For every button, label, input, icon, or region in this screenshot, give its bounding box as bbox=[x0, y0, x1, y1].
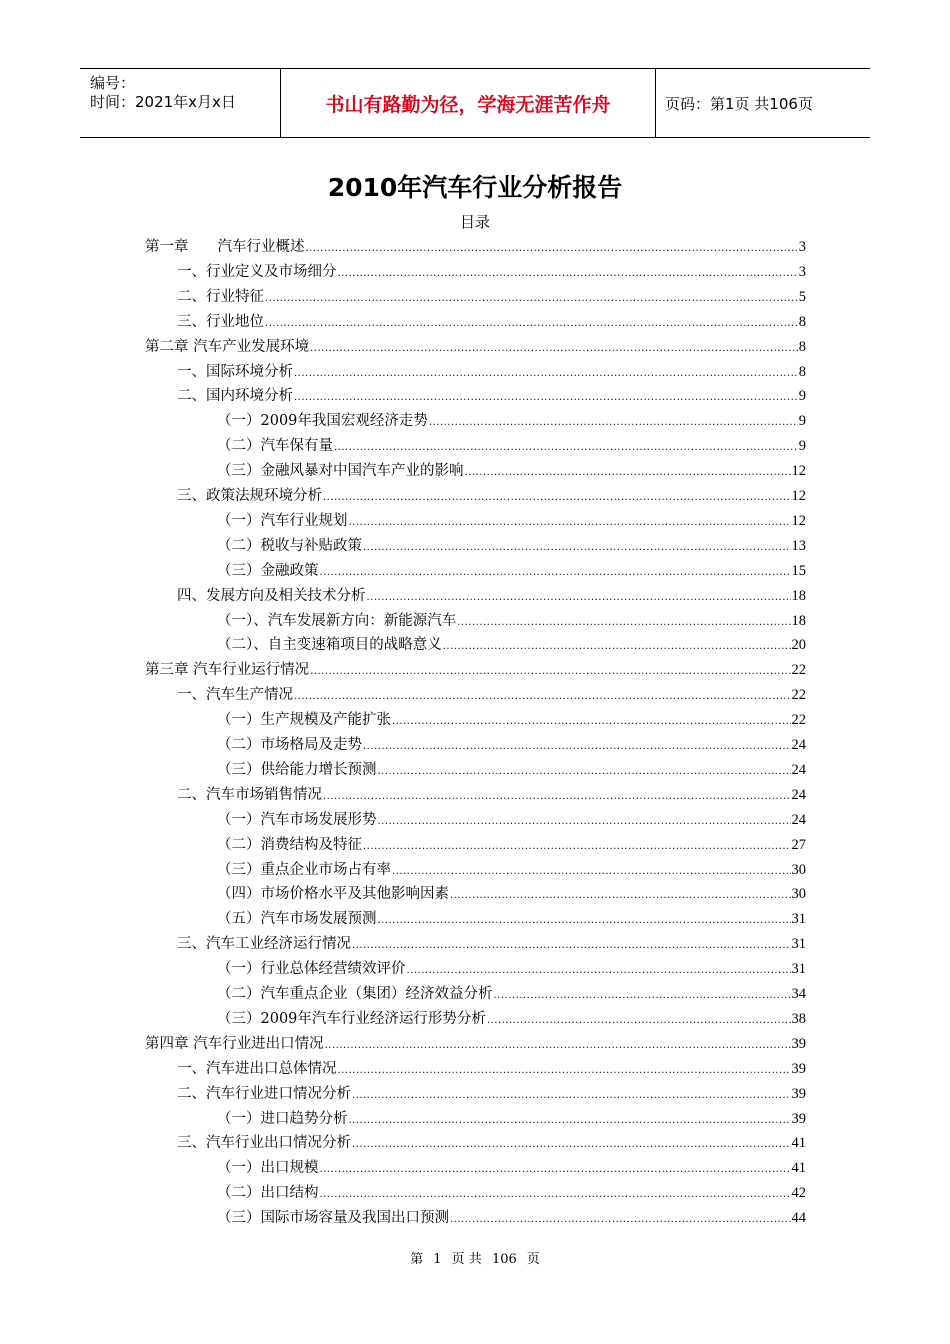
toc-dot-leader bbox=[349, 511, 791, 536]
toc-entry-label: （二）汽车重点企业（集团）经济效益分析 bbox=[217, 986, 493, 1002]
toc-entry-label: （一）、汽车发展新方向：新能源汽车 bbox=[217, 612, 457, 629]
toc-dot-leader bbox=[265, 312, 798, 337]
toc-dot-leader bbox=[450, 884, 791, 909]
toc-entry-page: 24 bbox=[791, 811, 806, 828]
toc-dot-leader bbox=[487, 1009, 791, 1034]
toc-entry[interactable] bbox=[217, 982, 806, 1007]
toc-entry-page: 41 bbox=[791, 1135, 806, 1152]
toc-entry-label: （一）出口规模 bbox=[217, 1160, 319, 1177]
toc-entry-page: 9 bbox=[798, 413, 806, 430]
toc-entry-label: 四、发展方向及相关技术分析 bbox=[177, 587, 366, 604]
toc-entry-label: （一）生产规模及产能扩张 bbox=[217, 712, 391, 729]
toc-dot-leader bbox=[465, 461, 791, 486]
toc-entry-label: 一、行业定义及市场细分 bbox=[177, 263, 337, 280]
toc-entry[interactable] bbox=[217, 758, 806, 783]
toc-entry-label: （五）汽车市场发展预测 bbox=[217, 911, 377, 928]
header-motto: 书山有路勤为径，学海无涯苦作舟 bbox=[280, 69, 656, 137]
toc-dot-leader bbox=[363, 536, 791, 561]
toc-dot-leader bbox=[338, 1059, 791, 1084]
toc-dot-leader bbox=[294, 685, 791, 710]
toc-entry-label: （三）重点企业市场占有率 bbox=[217, 861, 391, 878]
toc-entry-page: 24 bbox=[791, 786, 806, 803]
toc-dot-leader bbox=[338, 262, 798, 287]
toc-entry-page: 39 bbox=[791, 1110, 806, 1127]
toc-dot-leader bbox=[443, 635, 791, 660]
toc-entry[interactable] bbox=[217, 1007, 806, 1032]
toc-entry-page: 38 bbox=[791, 1010, 806, 1027]
toc-entry-page: 30 bbox=[791, 861, 806, 878]
toc-dot-leader bbox=[367, 586, 791, 611]
toc-entry[interactable] bbox=[217, 858, 806, 883]
toc-dot-leader bbox=[306, 237, 798, 262]
document-number-label: 编号： bbox=[90, 74, 136, 92]
toc-entry[interactable] bbox=[217, 1107, 806, 1132]
toc-entry[interactable] bbox=[177, 285, 806, 310]
toc-entry[interactable] bbox=[217, 609, 806, 634]
toc-entry-label: （三）国际市场容量及我国出口预测 bbox=[217, 1210, 449, 1227]
toc-dot-leader bbox=[392, 860, 791, 885]
footer-total-pages: 106 bbox=[491, 1252, 517, 1267]
toc-dot-leader bbox=[363, 735, 791, 760]
toc-entry-label: （一）汽车行业规划 bbox=[217, 512, 348, 529]
toc-entry[interactable] bbox=[177, 1131, 806, 1156]
toc-dot-leader bbox=[378, 760, 791, 785]
toc-entry[interactable] bbox=[217, 409, 806, 434]
toc-entry-label: 三、行业地位 bbox=[177, 313, 264, 330]
toc-entry[interactable] bbox=[177, 683, 806, 708]
toc-entry[interactable] bbox=[177, 1057, 806, 1082]
document-title: 2010年汽车行业分析报告 bbox=[327, 173, 623, 202]
toc-dot-leader bbox=[352, 1133, 791, 1158]
toc-entry[interactable] bbox=[145, 1032, 806, 1057]
footer-current-page: 1 bbox=[433, 1252, 442, 1267]
toc-entry-page: 9 bbox=[798, 388, 806, 405]
toc-entry-label: 三、政策法规环境分析 bbox=[177, 488, 322, 504]
toc-entry[interactable] bbox=[145, 658, 806, 683]
toc-dot-leader bbox=[320, 1183, 791, 1208]
toc-entry-label: 一、汽车生产情况 bbox=[177, 687, 293, 704]
toc-entry-label: 二、行业特征 bbox=[177, 288, 264, 305]
toc-entry-page: 8 bbox=[798, 313, 806, 330]
page-header bbox=[80, 68, 870, 138]
toc-entry-label: （三）2009年汽车行业经济运行形势分析 bbox=[217, 1010, 486, 1027]
toc-dot-leader bbox=[450, 1208, 791, 1233]
toc-entry-label: 一、国际环境分析 bbox=[177, 363, 293, 380]
toc-entry[interactable] bbox=[177, 484, 806, 509]
toc-entry-page: 12 bbox=[791, 488, 806, 504]
toc-entry-page: 34 bbox=[791, 986, 806, 1002]
toc-entry-page: 8 bbox=[798, 338, 806, 355]
toc-entry-page: 18 bbox=[791, 612, 806, 629]
toc-entry[interactable] bbox=[177, 260, 806, 285]
header-meta bbox=[80, 69, 280, 137]
toc-entry-page: 12 bbox=[791, 512, 806, 529]
toc-entry-page: 24 bbox=[791, 737, 806, 753]
toc-entry-label: （三）金融政策 bbox=[217, 562, 319, 579]
toc-entry[interactable] bbox=[217, 957, 806, 982]
toc-dot-leader bbox=[323, 486, 791, 511]
footer-mid: 页 共 bbox=[451, 1252, 482, 1267]
toc-dot-leader bbox=[294, 386, 798, 411]
toc-entry[interactable] bbox=[177, 310, 806, 335]
toc-dot-leader bbox=[378, 810, 791, 835]
toc-entry-page: 13 bbox=[791, 537, 806, 554]
toc-dot-leader bbox=[310, 337, 798, 362]
toc-entry-label: （二）汽车保有量 bbox=[217, 438, 333, 455]
toc-entry-label: （二）、自主变速箱项目的战略意义 bbox=[217, 637, 442, 654]
toc-entry[interactable] bbox=[217, 459, 806, 484]
toc-entry-page: 31 bbox=[791, 911, 806, 928]
toc-entry-label: 第二章 汽车产业发展环境 bbox=[145, 338, 310, 355]
toc-dot-leader bbox=[407, 959, 791, 984]
toc-entry-page: 5 bbox=[798, 288, 806, 305]
toc-dot-leader bbox=[457, 611, 790, 636]
document-date: 时间：2021年x月x日 bbox=[90, 93, 236, 111]
toc-dot-leader bbox=[265, 287, 798, 312]
toc-entry[interactable] bbox=[177, 584, 806, 609]
toc-entry[interactable] bbox=[217, 1206, 806, 1231]
toc-entry-page: 22 bbox=[791, 662, 806, 679]
toc-entry[interactable] bbox=[177, 1082, 806, 1107]
toc-entry[interactable] bbox=[217, 733, 806, 758]
toc-entry[interactable] bbox=[217, 509, 806, 534]
toc-entry-page: 3 bbox=[798, 263, 806, 280]
toc-entry[interactable] bbox=[145, 235, 806, 260]
toc-dot-leader bbox=[320, 1158, 791, 1183]
toc-entry-label: 第三章 汽车行业运行情况 bbox=[145, 662, 310, 679]
toc-entry-page: 8 bbox=[798, 363, 806, 380]
toc-entry[interactable] bbox=[177, 384, 806, 409]
toc-entry[interactable] bbox=[217, 434, 806, 459]
toc-dot-leader bbox=[320, 561, 791, 586]
toc-dot-leader bbox=[294, 362, 798, 387]
toc-entry[interactable] bbox=[217, 559, 806, 584]
toc-dot-leader bbox=[378, 909, 791, 934]
toc-entry[interactable] bbox=[177, 932, 806, 957]
toc-entry-page: 31 bbox=[791, 961, 806, 978]
toc-entry[interactable] bbox=[217, 833, 806, 858]
footer-suffix: 页 bbox=[526, 1252, 540, 1267]
toc-entry[interactable] bbox=[217, 1181, 806, 1206]
footer-prefix: 第 bbox=[410, 1252, 424, 1267]
toc-entry-label: （四）市场价格水平及其他影响因素 bbox=[217, 886, 449, 903]
toc-entry-label: 二、汽车行业进口情况分析 bbox=[177, 1085, 351, 1102]
toc-dot-leader bbox=[323, 785, 791, 810]
toc-dot-leader bbox=[392, 710, 791, 735]
toc-entry-label: （二）出口结构 bbox=[217, 1185, 319, 1202]
page-footer bbox=[0, 1248, 950, 1267]
toc-entry[interactable] bbox=[217, 808, 806, 833]
toc-dot-leader bbox=[363, 835, 791, 860]
toc-dot-leader bbox=[352, 934, 791, 959]
toc-entry-label: （一）进口趋势分析 bbox=[217, 1110, 348, 1127]
toc-entry[interactable] bbox=[217, 882, 806, 907]
toc-entry-label: （二）消费结构及特征 bbox=[217, 836, 362, 853]
toc-entry-page: 15 bbox=[791, 562, 806, 579]
toc-dot-leader bbox=[429, 411, 798, 436]
toc-entry-page: 39 bbox=[791, 1085, 806, 1102]
toc-entry[interactable] bbox=[217, 633, 806, 658]
toc-entry-label: 第一章 汽车行业概述 bbox=[145, 239, 305, 255]
toc-entry-page: 22 bbox=[791, 687, 806, 704]
toc-entry-page: 9 bbox=[798, 438, 806, 455]
header-page-info bbox=[655, 69, 870, 137]
toc-entry-page: 27 bbox=[791, 836, 806, 853]
toc-entry-page: 20 bbox=[791, 637, 806, 654]
toc-entry-label: 三、汽车工业经济运行情况 bbox=[177, 936, 351, 953]
toc-entry-label: （二）市场格局及走势 bbox=[217, 737, 362, 753]
toc-entry-label: （一）汽车市场发展形势 bbox=[217, 811, 377, 828]
toc-entry-page: 41 bbox=[791, 1160, 806, 1177]
toc-entry-label: 第四章 汽车行业进出口情况 bbox=[145, 1035, 324, 1052]
toc-entry-label: （一）2009年我国宏观经济走势 bbox=[217, 413, 428, 430]
toc-entry-label: 二、国内环境分析 bbox=[177, 388, 293, 405]
toc-entry-page: 39 bbox=[791, 1060, 806, 1077]
toc-entry[interactable] bbox=[177, 360, 806, 385]
toc-entry[interactable] bbox=[217, 907, 806, 932]
toc-entry-label: 三、汽车行业出口情况分析 bbox=[177, 1135, 351, 1152]
toc-entry-page: 44 bbox=[791, 1210, 806, 1227]
toc-entry-label: 一、汽车进出口总体情况 bbox=[177, 1060, 337, 1077]
toc-entry-page: 31 bbox=[791, 936, 806, 953]
toc-dot-leader bbox=[494, 984, 791, 1009]
toc-entry-page: 18 bbox=[791, 587, 806, 604]
toc-dot-leader bbox=[310, 660, 790, 685]
toc-entry-page: 12 bbox=[791, 463, 806, 480]
toc-entry-label: （三）供给能力增长预测 bbox=[217, 761, 377, 778]
toc-entry-page: 22 bbox=[791, 712, 806, 729]
header-page-info-text: 页码：第1页 共106页 bbox=[665, 94, 813, 113]
toc-entry[interactable] bbox=[177, 783, 806, 808]
toc-entry-label: （三）金融风暴对中国汽车产业的影响 bbox=[217, 463, 464, 480]
toc-entry[interactable] bbox=[145, 335, 806, 360]
toc-entry-label: （二）税收与补贴政策 bbox=[217, 537, 362, 554]
toc-heading: 目录 bbox=[459, 213, 490, 231]
toc-dot-leader bbox=[349, 1109, 791, 1134]
toc-entry-page: 30 bbox=[791, 886, 806, 903]
toc-entry[interactable] bbox=[217, 708, 806, 733]
toc-entry[interactable] bbox=[217, 534, 806, 559]
toc-entry-label: （一）行业总体经营绩效评价 bbox=[217, 961, 406, 978]
toc-entry-page: 39 bbox=[791, 1035, 806, 1052]
toc-entry-page: 3 bbox=[798, 239, 806, 255]
toc-entry-page: 42 bbox=[791, 1185, 806, 1202]
toc-dot-leader bbox=[325, 1034, 791, 1059]
toc-dot-leader bbox=[352, 1084, 791, 1109]
toc-entry-label: 二、汽车市场销售情况 bbox=[177, 786, 322, 803]
toc-entry-page: 24 bbox=[791, 761, 806, 778]
toc-entry[interactable] bbox=[217, 1156, 806, 1181]
toc-dot-leader bbox=[334, 436, 798, 461]
